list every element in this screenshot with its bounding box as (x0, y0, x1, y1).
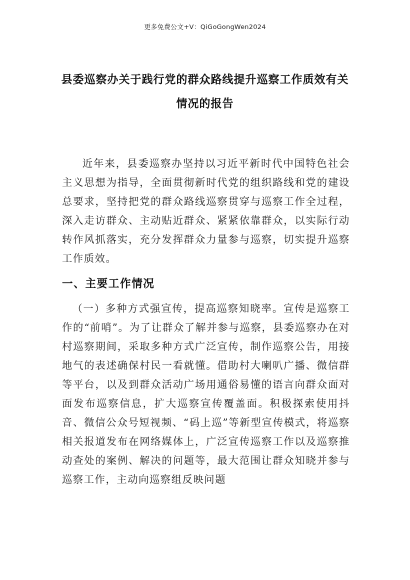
intro-paragraph: 近年来，县委巡察办坚持以习近平新时代中国特色社会主义思想为指导，全面贯彻新时代党的组织路线和党的建设总要求，坚持把党的群众路线巡察贯穿与巡察工作全过程，深入走访群众、主动贴近群众、紧紧依靠群众，以实际行动转作风抓落实，充分发挥群众力量参与巡察，切实提升巡察工作质效。 (62, 159, 350, 265)
section-heading: 一、主要工作情况 (62, 277, 155, 290)
document-title: 县委巡察办关于践行党的群众路线提升巡察工作质效有关情况的报告 (61, 73, 349, 110)
header-note: 更多免费公文+V：QiGoGongWen2024 (144, 23, 266, 31)
body-paragraph: （一）多种方式强宣传，提高巡察知晓率。宣传是巡察工作的“前哨”。为了让群众了解并参与巡察，县委巡察办在对村巡察期间，采取多种方式广泛宣传，制作巡察公告，用接地气的表述确保村民一看就懂。借助村大喇叭广播、微信群等平台，以及到群众活动广场用通俗易懂的语言向群众面对面发布巡察信息，扩大巡察宣传覆盖面。积极探索使用抖音、微信公众号短视频、“码上巡”等新型宣传模式，将巡察相关报道发布在网络媒体上，广泛宣传巡察工作以及巡察推动查处的案例、解决的问题等，最大范围让群众知晓并参与巡察工作，主动向巡察组反映问题 (62, 304, 350, 486)
